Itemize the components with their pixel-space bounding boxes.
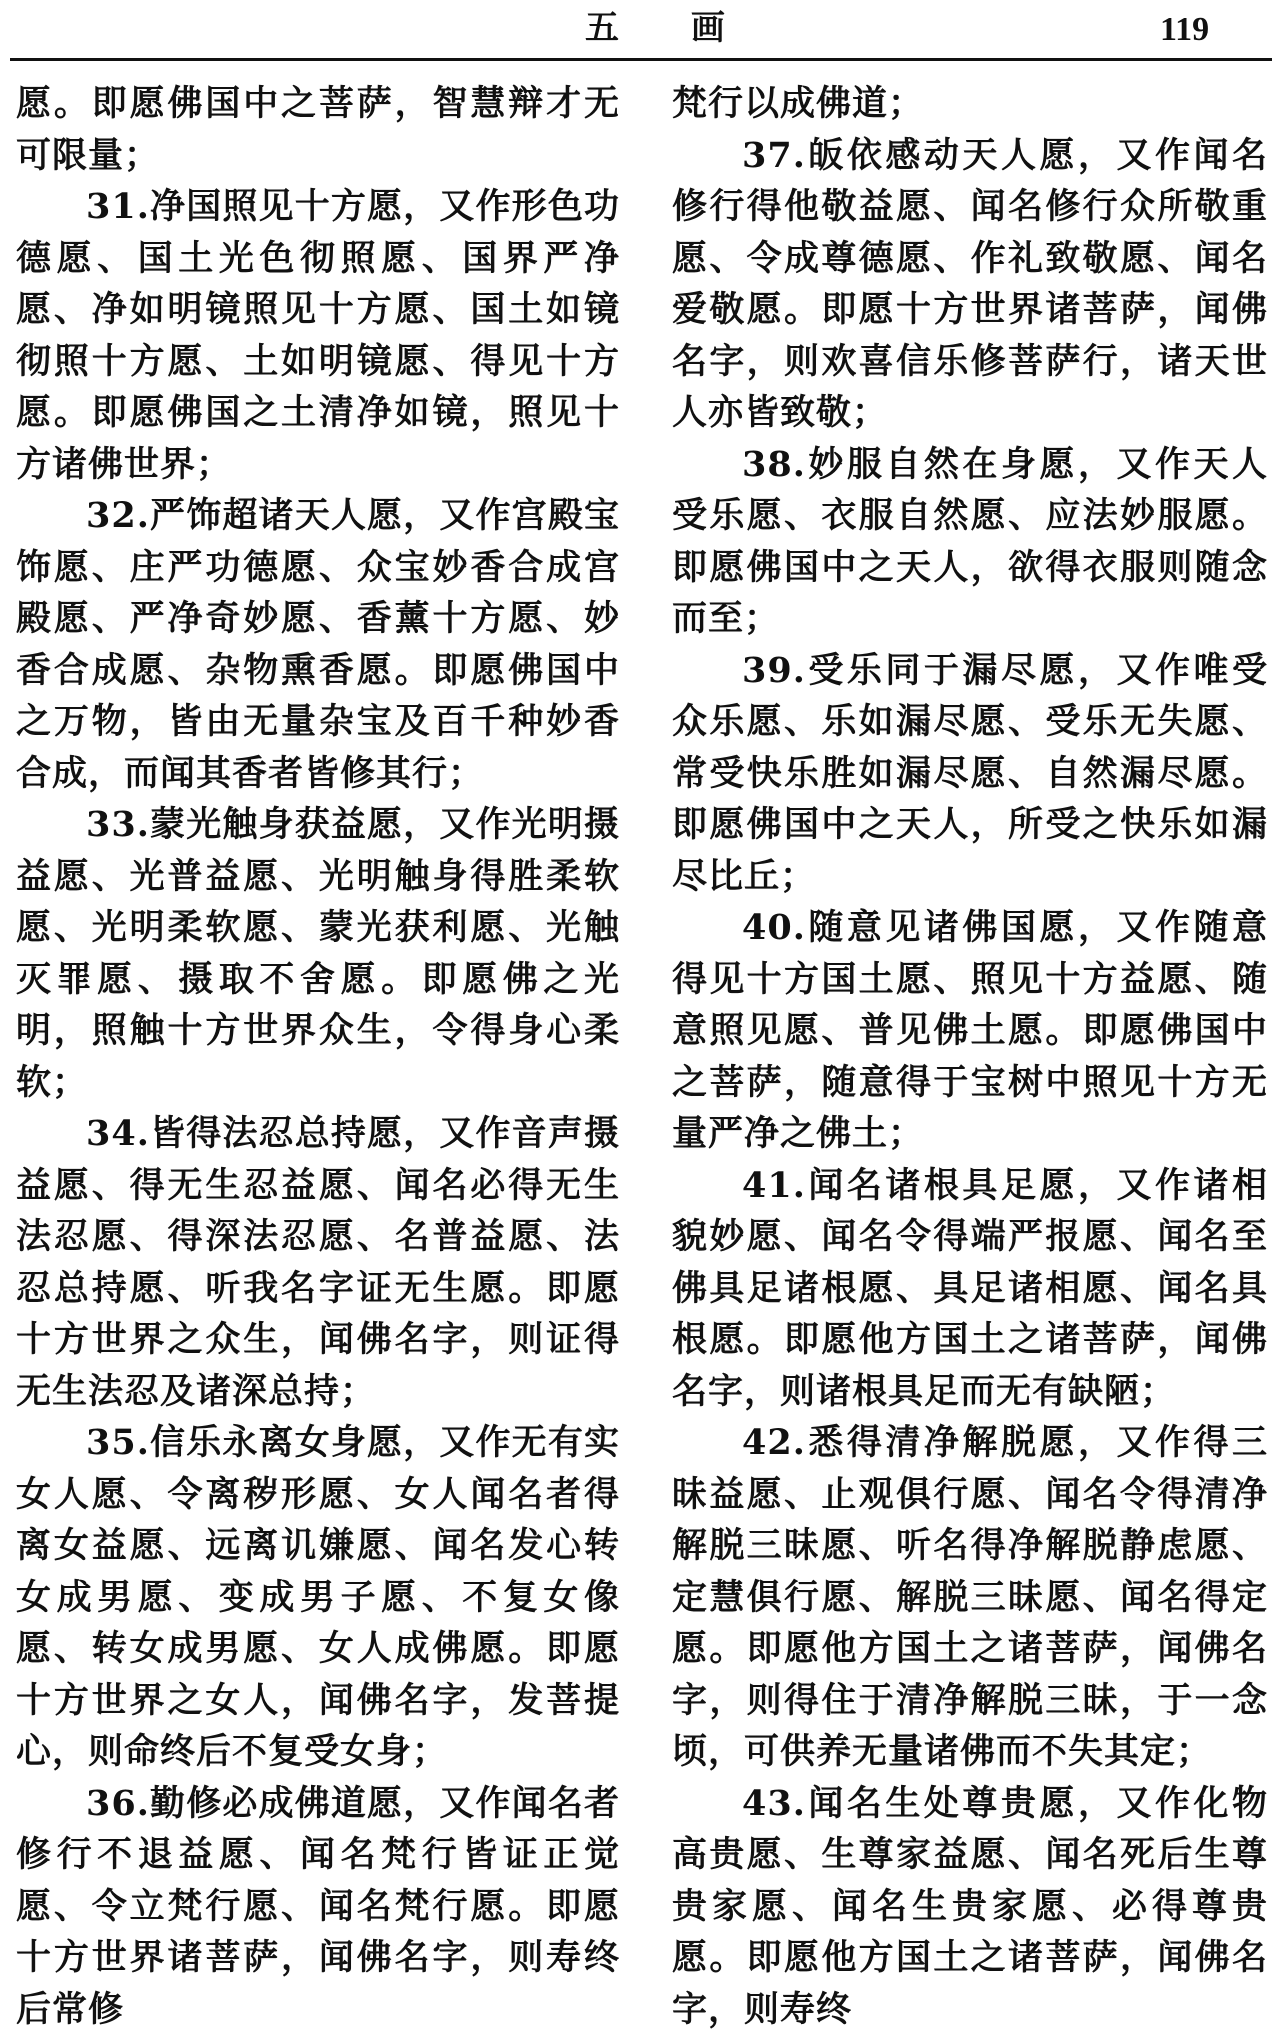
paragraph-vow-34: 34.皆得法忍总持愿，又作音声摄益愿、得无生忍益愿、闻名必得无生法忍愿、得深法忍愿、名普益愿、法忍总持愿、听我名字证无生愿。即愿十方世界之众生，闻佛名字，则证得无生法忍及诸深总持； <box>16 1108 620 1417</box>
paragraph-continuation: 愿。即愿佛国中之菩萨，智慧辩才无可限量； <box>16 78 620 181</box>
paragraph-continuation: 梵行以成佛道； <box>672 78 1268 130</box>
paragraph-vow-40: 40.随意见诸佛国愿，又作随意得见十方国土愿、照见十方益愿、随意照见愿、普见佛土愿。即愿佛国中之菩萨，随意得于宝树中照见十方无量严净之佛土； <box>672 902 1268 1160</box>
paragraph-vow-42: 42.悉得清净解脱愿，又作得三昧益愿、止观俱行愿、闻名令得清净解脱三昧愿、听名得净解脱静虑愿、定慧俱行愿、解脱三昧愿、闻名得定愿。即愿他方国土之诸菩萨，闻佛名字，则得住于清净解脱三昧，于一念顷，可供养无量诸佛而不失其定； <box>672 1417 1268 1778</box>
page-number: 119 <box>1160 8 1209 52</box>
page-header <box>0 0 1278 62</box>
paragraph-vow-36: 36.勤修必成佛道愿，又作闻名者修行不退益愿、闻名梵行皆证正觉愿、令立梵行愿、闻名梵行愿。即愿十方世界诸菩萨，闻佛名字，则寿终后常修 <box>16 1778 620 2035</box>
header-divider <box>10 58 1272 61</box>
right-column <box>672 78 1268 2035</box>
left-column <box>16 78 620 2035</box>
paragraph-vow-39: 39.受乐同于漏尽愿，又作唯受众乐愿、乐如漏尽愿、受乐无失愿、常受快乐胜如漏尽愿、自然漏尽愿。即愿佛国中之天人，所受之快乐如漏尽比丘； <box>672 645 1268 903</box>
paragraph-vow-35: 35.信乐永离女身愿，又作无有实女人愿、令离秽形愿、女人闻名者得离女益愿、远离讥嫌愿、闻名发心转女成男愿、变成男子愿、不复女像愿、转女成男愿、女人成佛愿。即愿十方世界之女人，闻佛名字，发菩提心，则命终后不复受女身； <box>16 1417 620 1778</box>
paragraph-vow-37: 37.皈依感动天人愿，又作闻名修行得他敬益愿、闻名修行众所敬重愿、令成尊德愿、作礼致敬愿、闻名爱敬愿。即愿十方世界诸菩萨，闻佛名字，则欢喜信乐修菩萨行，诸天世人亦皆致敬； <box>672 130 1268 439</box>
paragraph-vow-31: 31.净国照见十方愿，又作形色功德愿、国土光色彻照愿、国界严净愿、净如明镜照见十方愿、国土如镜彻照十方愿、土如明镜愿、得见十方愿。即愿佛国之土清净如镜，照见十方诸佛世界； <box>16 181 620 490</box>
section-title: 五 画 <box>585 6 755 50</box>
paragraph-vow-43: 43.闻名生处尊贵愿，又作化物高贵愿、生尊家益愿、闻名死后生尊贵家愿、闻名生贵家愿、必得尊贵愿。即愿他方国土之诸菩萨，闻佛名字，则寿终 <box>672 1778 1268 2035</box>
paragraph-vow-33: 33.蒙光触身获益愿，又作光明摄益愿、光普益愿、光明触身得胜柔软愿、光明柔软愿、蒙光获利愿、光触灭罪愿、摄取不舍愿。即愿佛之光明，照触十方世界众生，令得身心柔软； <box>16 799 620 1108</box>
paragraph-vow-41: 41.闻名诸根具足愿，又作诸相貌妙愿、闻名令得端严报愿、闻名至佛具足诸根愿、具足诸相愿、闻名具根愿。即愿他方国土之诸菩萨，闻佛名字，则诸根具足而无有缺陋； <box>672 1160 1268 1418</box>
paragraph-vow-38: 38.妙服自然在身愿，又作天人受乐愿、衣服自然愿、应法妙服愿。即愿佛国中之天人，欲得衣服则随念而至； <box>672 439 1268 645</box>
paragraph-vow-32: 32.严饰超诸天人愿，又作宫殿宝饰愿、庄严功德愿、众宝妙香合成宫殿愿、严净奇妙愿、香薰十方愿、妙香合成愿、杂物熏香愿。即愿佛国中之万物，皆由无量杂宝及百千种妙香合成，而闻其香者皆修其行； <box>16 490 620 799</box>
